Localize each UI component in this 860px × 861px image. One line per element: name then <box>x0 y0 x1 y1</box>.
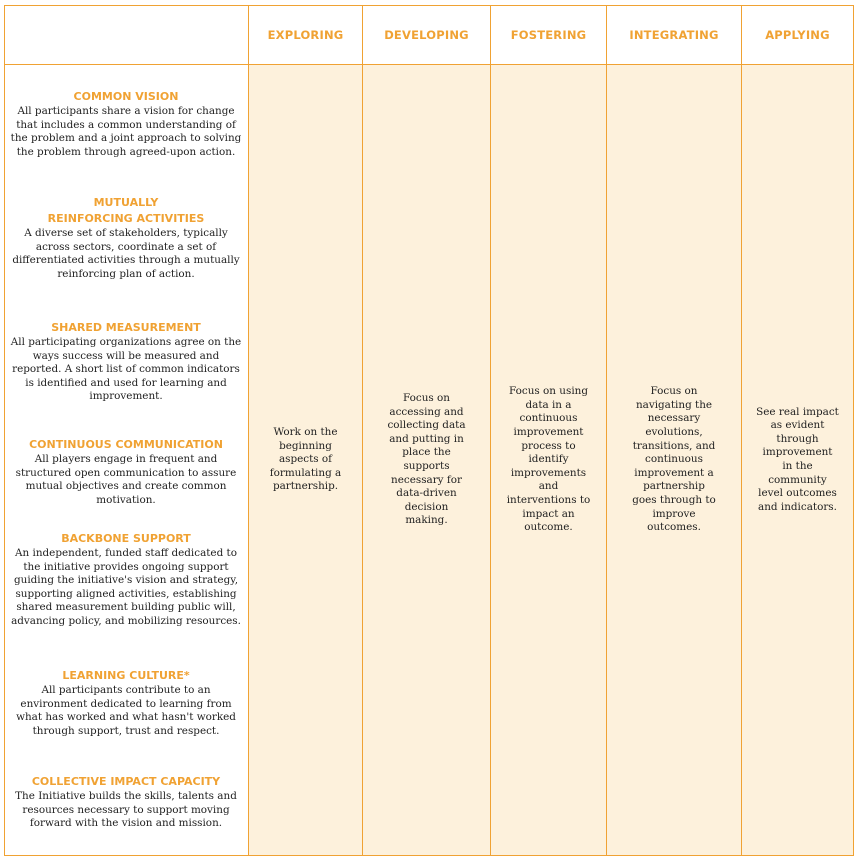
criterion-continuous-communication <box>8 437 244 507</box>
column-header-fostering: FOSTERING <box>510 28 587 42</box>
criterion-learning-culture <box>8 668 244 738</box>
criterion-description: An independent, funded staff dedicated to the initiative provides ongoing support guiding the initiative's vision and strategy, supporting aligned activities, establishing shared measurement building public will, advancing policy, and mobilizing resources. <box>11 547 241 627</box>
stage-cell-developing <box>363 65 490 855</box>
column-header-integrating: INTEGRATING <box>629 28 719 42</box>
stage-description: Focus on using data in a continuous improvement process to identify improvements and interventions to impact an outcome. <box>506 385 591 534</box>
criterion-title: LEARNING CULTURE* <box>62 669 190 682</box>
criterion-shared-measurement <box>8 320 244 404</box>
stage-description: Work on the beginning aspects of formulating a partnership. <box>269 426 342 493</box>
criterion-backbone-support <box>8 531 244 629</box>
criterion-description: All players engage in frequent and structured open communication to assure mutual objectives and create common motivation. <box>15 453 237 506</box>
criterion-title: MUTUALLY REINFORCING ACTIVITIES <box>47 196 205 225</box>
column-header-applying: APPLYING <box>765 28 830 42</box>
stage-cell-integrating <box>607 65 741 855</box>
column-header-exploring: EXPLORING <box>267 28 344 42</box>
stage-description: Focus on navigating the necessary evolutions, transitions, and continuous improvement a partnership goes through to improve outcomes. <box>632 385 716 534</box>
stage-cell-applying <box>742 65 853 855</box>
criterion-common-vision <box>8 89 244 159</box>
criterion-title: BACKBONE SUPPORT <box>61 532 191 545</box>
criterion-description: The Initiative builds the skills, talents and resources necessary to support moving forward with the vision and mission. <box>15 790 237 830</box>
criterion-title: COLLECTIVE IMPACT CAPACITY <box>31 775 221 788</box>
criterion-description: A diverse set of stakeholders, typically across sectors, coordinate a set of differentiated activities through a mutually reinforcing plan of action. <box>12 227 240 280</box>
criterion-mutually-reinforcing-activities <box>8 195 244 281</box>
criterion-title: COMMON VISION <box>73 90 179 103</box>
stage-description: Focus on accessing and collecting data and putting in place the supports necessary for data-driven decision making. <box>387 392 466 527</box>
criterion-collective-impact-capacity <box>8 774 244 831</box>
criterion-title: SHARED MEASUREMENT <box>51 321 201 334</box>
column-header-developing: DEVELOPING <box>384 28 469 42</box>
criterion-description: All participating organizations agree on the ways success will be measured and reported. A short list of common indicators is identified and used for learning and improvement. <box>10 336 242 403</box>
criterion-description: All participants contribute to an environment dedicated to learning from what has worked and what hasn't worked through support, trust and respect. <box>16 684 236 737</box>
criterion-title: CONTINUOUS COMMUNICATION <box>29 438 223 451</box>
stage-cell-fostering <box>491 65 606 855</box>
criterion-description: All participants share a vision for change that includes a common understanding of the problem and a joint approach to solving the problem through agreed-upon action. <box>10 105 242 158</box>
stage-description: See real impact as evident through improvement in the community level outcomes and indicators. <box>756 405 839 513</box>
stage-cell-exploring <box>249 65 362 855</box>
